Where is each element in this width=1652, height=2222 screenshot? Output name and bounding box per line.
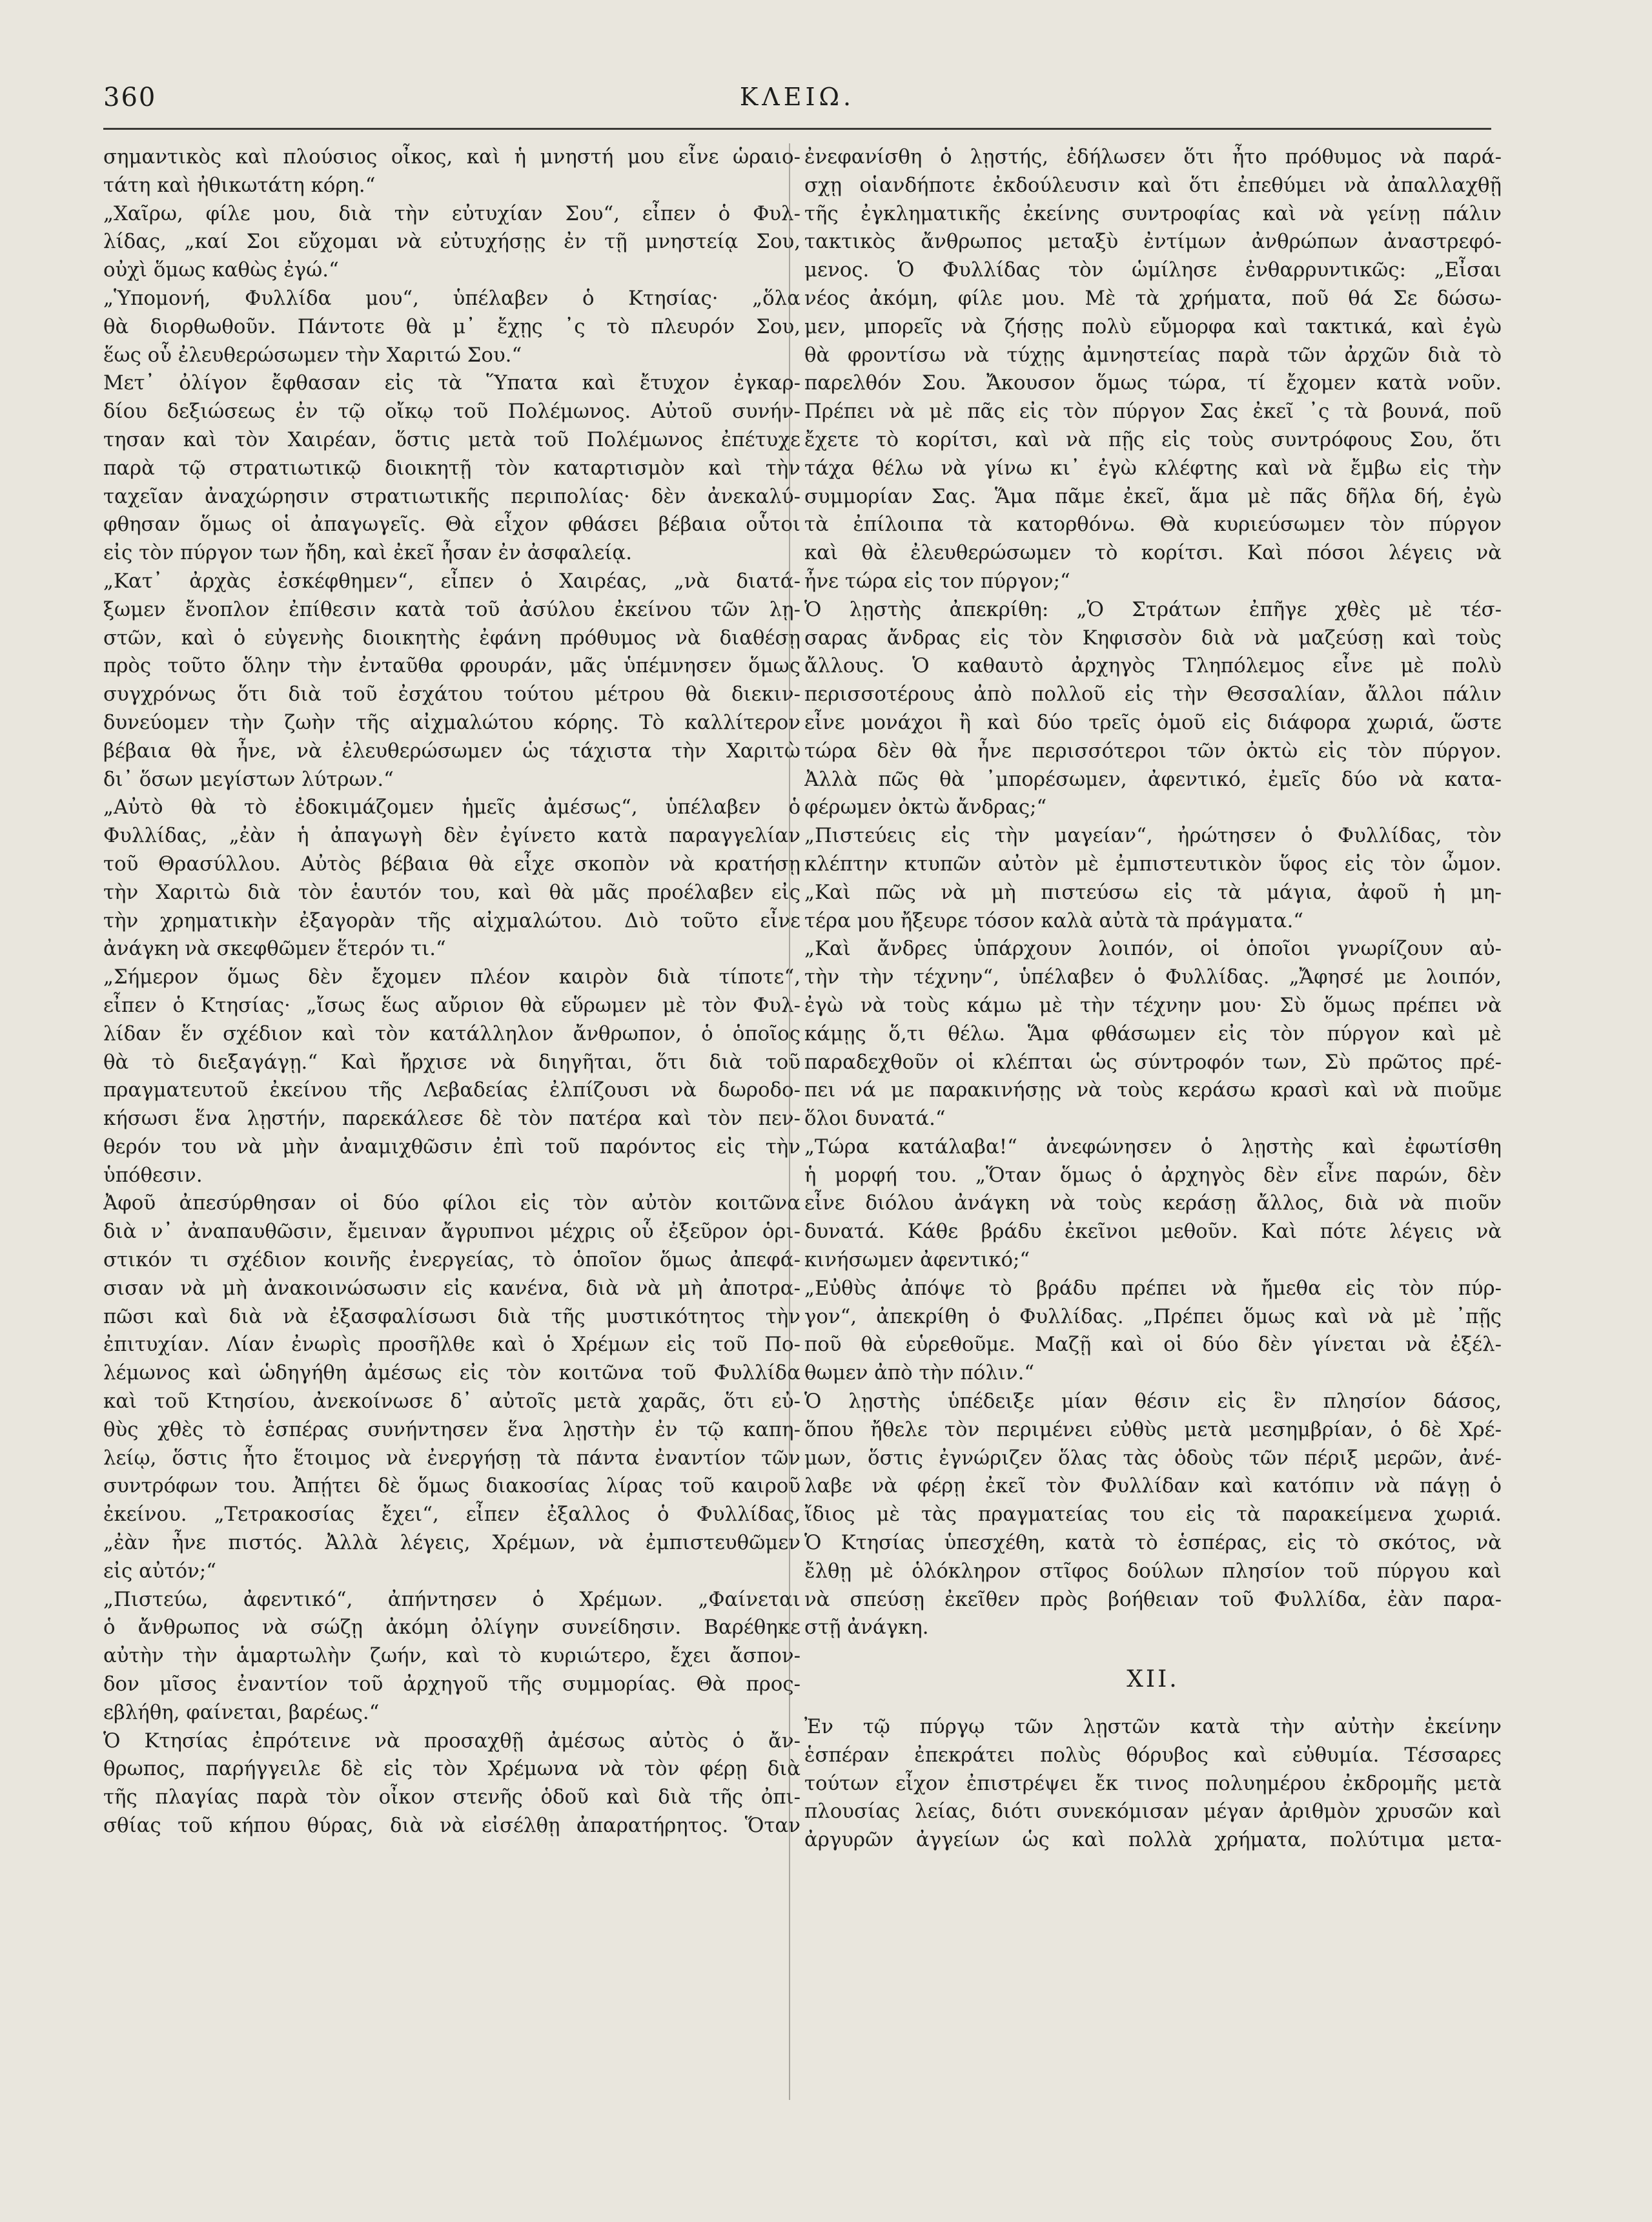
- text-line: ὑπόθεσιν.: [103, 1163, 203, 1187]
- text-line: ἴδιος μὲ τὰς πραγματείας του εἰς τὰ παρακείμενα χωριά.: [804, 1503, 1502, 1527]
- text-line: Ὁ λῃστὴς ὑπέδειξε μίαν θέσιν εἰς ἓν πλησίον δάσος,: [804, 1390, 1502, 1414]
- text-line: νὰ σπεύσῃ ἐκεῖθεν πρὸς βοήθειαν τοῦ Φυλλίδα, ἐὰν παρα-: [804, 1587, 1502, 1611]
- page-number: 360: [103, 83, 157, 112]
- text-line: Φυλλίδας, „ἐὰν ἡ ἀπαγωγὴ δὲν ἐγίνετο κατὰ παραγγελίαν: [103, 824, 801, 848]
- text-line: λίδας, „καί Σοι εὔχομαι νὰ εὐτυχήσῃς ἐν τῇ μνηστείᾳ Σου,: [103, 230, 801, 254]
- text-line: θερόν του νὰ μὴν ἀναμιχθῶσιν ἐπὶ τοῦ παρόντος εἰς τὴν: [103, 1135, 801, 1158]
- text-line: ὁ ἄνθρωπος νὰ σώζῃ ἀκόμη ὀλίγην συνείδησιν. Βαρέθηκε: [103, 1616, 801, 1640]
- text-line: δίου δεξιώσεως ἐν τῷ οἴκῳ τοῦ Πολέμωνος. Αὐτοῦ συνήν-: [103, 400, 801, 424]
- text-line: κλέπτην κτυπῶν αὐτὸν μὲ ἐμπιστευτικὸν ὕφος εἰς τὸν ὦμον.: [804, 852, 1502, 876]
- text-line: πρὸς τοῦτο ὅλην τὴν ἐνταῦθα φρουράν, μᾶς ὑπέμνησεν ὅμως: [103, 654, 801, 678]
- text-line: καὶ τοῦ Κτησίου, ἀνεκοίνωσε δ᾿ αὐτοῖς μετὰ χαρᾶς, ὅτι εὐ-: [103, 1390, 801, 1414]
- text-line: ἀνάγκη νὰ σκεφθῶμεν ἕτερόν τι.“: [103, 937, 446, 961]
- text-line: „Καὶ πῶς νὰ μὴ πιστεύσω εἰς τὰ μάγια, ἀφοῦ ἡ μη-: [804, 880, 1502, 904]
- text-line: βέβαια θὰ ἦνε, νὰ ἐλευθερώσωμεν ὡς τάχιστα τὴν Χαριτὼ: [103, 739, 801, 763]
- text-line: τούτων εἶχον ἐπιστρέψει ἔκ τινος πολυημέρου ἐκδρομῆς μετὰ: [804, 1771, 1502, 1795]
- text-line: συντρόφων του. Ἀπῄτει δὲ ὅμως διακοσίας λίρας τοῦ καιροῦ: [103, 1474, 801, 1498]
- text-line: τῆς ἐγκληματικῆς ἐκείνης συντροφίας καὶ νὰ γείνῃ πάλιν: [804, 201, 1502, 225]
- text-line: ἡ μορφή του. „Ὅταν ὅμως ὁ ἀρχηγὸς δὲν εἶνε παρών, δὲν: [804, 1163, 1502, 1187]
- text-line: πλουσίας λείας, διότι συνεκόμισαν μέγαν ἀριθμὸν χρυσῶν καὶ: [804, 1800, 1502, 1824]
- text-line: Ἐν τῷ πύργῳ τῶν λῃστῶν κατὰ τὴν αὐτὴν ἐκείνην: [804, 1715, 1502, 1739]
- text-line: Ἀφοῦ ἀπεσύρθησαν οἱ δύο φίλοι εἰς τὸν αὐτὸν κοιτῶνα: [103, 1191, 801, 1215]
- text-line: θὰ διορθωθοῦν. Πάντοτε θὰ μ᾿ ἔχῃς ᾿ς τὸ πλευρόν Σου,: [103, 314, 801, 338]
- text-line: εἶνε διόλου ἀνάγκη νὰ τοὺς κεράσῃ ἄλλος, διὰ νὰ πιοῦν: [804, 1191, 1502, 1215]
- text-line: λίδαν ἕν σχέδιον καὶ τὸν κατάλληλον ἄνθρωπον, ὁ ὁποῖος: [103, 1022, 801, 1045]
- text-line: „Αὐτὸ θὰ τὸ ἐδοκιμάζομεν ἡμεῖς ἀμέσως“, ὑπέλαβεν ὁ: [103, 796, 801, 819]
- text-line: ὅλοι δυνατά.“: [804, 1107, 946, 1131]
- page-header: [103, 83, 1491, 128]
- text-line: „Πιστεύω, ἀφεντικό“, ἀπήντησεν ὁ Χρέμων. „Φαίνεται: [103, 1587, 801, 1611]
- text-line: εἰς τὸν πύργον των ἤδη, καὶ ἐκεῖ ἦσαν ἐν ἀσφαλείᾳ.: [103, 541, 633, 565]
- text-line: σισαν νὰ μὴ ἀνακοινώσωσιν εἰς κανένα, διὰ νὰ μὴ ἀποτρα-: [103, 1276, 801, 1300]
- text-line: ἕως οὗ ἐλευθερώσωμεν τὴν Χαριτώ Σου.“: [103, 343, 522, 367]
- text-line: τησαν καὶ τὸν Χαιρέαν, ὅστις μετὰ τοῦ Πολέμωνος ἐπέτυχε: [103, 427, 801, 451]
- text-line: Πρέπει νὰ μὲ πᾶς εἰς τὸν πύργον Σας ἐκεῖ ᾿ς τὰ βουνά, ποῦ: [804, 400, 1502, 424]
- text-line: ἑσπέραν ἐπεκράτει πολὺς θόρυβος καὶ εὐθυμία. Τέσσαρες: [804, 1743, 1502, 1767]
- text-line: ταχεῖαν ἀναχώρησιν στρατιωτικῆς περιπολίας· δὲν ἀνεκαλύ-: [103, 484, 801, 508]
- text-line: νέος ἀκόμη, φίλε μου. Μὲ τὰ χρήματα, ποῦ θά Σε δώσω-: [804, 286, 1502, 310]
- text-line: ὅπου ἤθελε τὸν περιμένει εὐθὺς μετὰ μεσημβρίαν, ὁ δὲ Χρέ-: [804, 1417, 1502, 1441]
- text-line: τῆς πλαγίας παρὰ τὸν οἶκον στενῆς ὁδοῦ καὶ διὰ τῆς ὀπι-: [103, 1785, 801, 1809]
- text-line: „Καὶ ἄνδρες ὑπάρχουν λοιπόν, οἱ ὁποῖοι γνωρίζουν αὐ-: [804, 937, 1502, 961]
- text-line: γον“, ἀπεκρίθη ὁ Φυλλίδας. „Πρέπει ὅμως καὶ νὰ μὲ ᾿πῇς: [804, 1304, 1502, 1328]
- text-line: πῶσι καὶ διὰ νὰ ἐξασφαλίσωσι διὰ τῆς μυστικότητος τὴν: [103, 1304, 801, 1328]
- section-heading: XII.: [1127, 1666, 1179, 1693]
- text-line: συγχρόνως ὅτι διὰ τοῦ ἐσχάτου τούτου μέτρου θὰ διεκιν-: [103, 683, 801, 706]
- text-line: λαβε νὰ φέρῃ ἐκεῖ τὸν Φυλλίδαν καὶ κατόπιν νὰ πάγῃ ὁ: [804, 1474, 1502, 1498]
- text-line: τὴν τὴν τέχνην“, ὑπέλαβεν ὁ Φυλλίδας. „Ἄφησέ με λοιπόν,: [804, 965, 1502, 989]
- text-line: περισσοτέρους ἀπὸ πολλοῦ εἰς τὴν Θεσσαλίαν, ἄλλοι πάλιν: [804, 683, 1502, 706]
- text-line: εἶπεν ὁ Κτησίας· „ἴσως ἕως αὔριον θὰ εὕρωμεν μὲ τὸν Φυλ-: [103, 993, 801, 1017]
- text-line: τακτικὸς ἄνθρωπος μεταξὺ ἐντίμων ἀνθρώπων ἀναστρεφό-: [804, 230, 1502, 254]
- text-line: θωμεν ἀπὸ τὴν πόλιν.“: [804, 1361, 1035, 1385]
- text-line: „Κατ᾿ ἀρχὰς ἐσκέφθημεν“, εἶπεν ὁ Χαιρέας, „νὰ διατά-: [103, 569, 801, 593]
- text-line: πραγματευτοῦ ἐκείνου τῆς Λεβαδείας ἐλπίζουσι νὰ δωροδο-: [103, 1078, 801, 1102]
- text-line: „Τώρα κατάλαβα!“ ἀνεφώνησεν ὁ λῃστὴς καὶ ἐφωτίσθη: [804, 1135, 1502, 1158]
- text-line: μενος. Ὁ Φυλλίδας τὸν ὡμίλησε ἐνθαρρυντικῶς: „Εἶσαι: [804, 258, 1502, 282]
- text-line: θὰ τὸ διεξαγάγῃ.“ Καὶ ἤρχισε νὰ διηγῆται, ὅτι διὰ τοῦ: [103, 1050, 801, 1074]
- text-line: παρὰ τῷ στρατιωτικῷ διοικητῇ τὸν καταρτισμὸν καὶ τὴν: [103, 456, 801, 480]
- text-line: λέμωνος καὶ ὡδηγήθη ἀμέσως εἰς τὸν κοιτῶνα τοῦ Φυλλίδα: [103, 1361, 801, 1385]
- text-line: εβλήθη, φαίνεται, βαρέως.“: [103, 1700, 380, 1724]
- text-line: εἶνε μονάχοι ἢ καὶ δύο τρεῖς ὁμοῦ εἰς διάφορα χωριά, ὥστε: [804, 710, 1502, 734]
- header-rule: [103, 128, 1491, 130]
- text-line: σημαντικὸς καὶ πλούσιος οἶκος, καὶ ἡ μνηστή μου εἶνε ὡραιο-: [103, 145, 801, 169]
- text-line: τώρα δὲν θὰ ἦνε περισσότεροι τῶν ὀκτὼ εἰς τὸν πύργον.: [804, 739, 1502, 763]
- text-line: ἦνε τώρα εἰς τον πύργον;“: [804, 569, 1070, 593]
- text-line: εἰς αὐτόν;“: [103, 1559, 217, 1583]
- text-line: Ὁ λῃστὴς ἀπεκρίθη: „Ὁ Στράτων ἐπῆγε χθὲς μὲ τέσ-: [804, 597, 1502, 621]
- text-line: μεν, μπορεῖς νὰ ζήσῃς πολὺ εὔμορφα καὶ τακτικά, καὶ ἐγὼ: [804, 314, 1502, 338]
- text-line: δον μῖσος ἐναντίον τοῦ ἀρχηγοῦ τῆς συμμορίας. Θὰ προς-: [103, 1672, 801, 1696]
- text-line: στικόν τι σχέδιον κοινῆς ἐνεργείας, τὸ ὁποῖον ὅμως ἀπεφά-: [103, 1248, 801, 1272]
- text-line: Ὁ Κτησίας ἐπρότεινε νὰ προσαχθῇ ἀμέσως αὐτὸς ὁ ἄν-: [103, 1729, 801, 1753]
- text-line: „Πιστεύεις εἰς τὴν μαγείαν“, ἠρώτησεν ὁ Φυλλίδας, τὸν: [804, 824, 1502, 848]
- text-line: φθησαν ὅμως οἱ ἀπαγωγεῖς. Θὰ εἶχον φθάσει βέβαια οὗτοι: [103, 513, 801, 537]
- text-line: δι᾿ ὅσων μεγίστων λύτρων.“: [103, 767, 394, 791]
- text-line: μων, ὅστις ἐγνώριζεν ὅλας τὰς ὁδοὺς τῶν πέριξ μερῶν, ἀνέ-: [804, 1446, 1502, 1470]
- right-column: [804, 143, 1502, 1855]
- text-line: θὰ φροντίσω νὰ τύχῃς ἀμνηστείας παρὰ τῶν ἀρχῶν διὰ τὸ: [804, 343, 1502, 367]
- left-column: [103, 143, 801, 1840]
- text-line: οὐχὶ ὅμως καθὼς ἐγώ.“: [103, 258, 339, 282]
- text-line: ἀργυρῶν ἀγγείων ὡς καὶ πολλὰ χρήματα, πολύτιμα μετα-: [804, 1828, 1502, 1852]
- text-line: κήσωσι ἕνα λῃστήν, παρεκάλεσε δὲ τὸν πατέρα καὶ τὸν πεν-: [103, 1107, 801, 1131]
- text-line: σθίας τοῦ κήπου θύρας, διὰ νὰ εἰσέλθῃ ἀπαρατήρητος. Ὅταν: [103, 1814, 801, 1838]
- text-line: „Ὑπομονή, Φυλλίδα μου“, ὑπέλαβεν ὁ Κτησίας· „ὅλα: [103, 286, 801, 310]
- text-line: τέρα μου ἤξευρε τόσον καλὰ αὐτὰ τὰ πράγματα.“: [804, 909, 1303, 932]
- text-line: „Χαῖρω, φίλε μου, διὰ τὴν εὐτυχίαν Σου“, εἶπεν ὁ Φυλ-: [103, 201, 801, 225]
- text-line: κινήσωμεν ἀφεντικό;“: [804, 1248, 1030, 1272]
- text-line: στῶν, καὶ ὁ εὐγενὴς διοικητὴς ἐφάνη πρόθυμος νὰ διαθέσῃ: [103, 626, 801, 650]
- running-title: ΚΛΕΙΩ.: [739, 83, 855, 111]
- text-line: διὰ ν᾿ ἀναπαυθῶσιν, ἔμειναν ἄγρυπνοι μέχρις οὗ ἐξεῦρον ὁρι-: [103, 1220, 801, 1244]
- text-line: ἔχετε τὸ κορίτσι, καὶ νὰ πῇς εἰς τοὺς συντρόφους Σου, ὅτι: [804, 427, 1502, 451]
- text-line: κάμῃς ὅ,τι θέλω. Ἅμα φθάσωμεν εἰς τὸν πύργον καὶ μὲ: [804, 1022, 1502, 1045]
- text-line: τοῦ Θρασύλλου. Αὐτὸς βέβαια θὰ εἶχε σκοπὸν νὰ κρατήσῃ: [103, 852, 801, 876]
- text-line: παραδεχθοῦν οἱ κλέπται ὡς σύντροφόν των, Σὺ πρῶτος πρέ-: [804, 1050, 1502, 1074]
- text-line: Ὁ Κτησίας ὑπεσχέθη, κατὰ τὸ ἑσπέρας, εἰς τὸ σκότος, νὰ: [804, 1531, 1502, 1555]
- text-line: στῇ ἀνάγκη.: [804, 1616, 929, 1640]
- text-line: σαρας ἄνδρας εἰς τὸν Κηφισσὸν διὰ νὰ μαζεύσῃ καὶ τοὺς: [804, 626, 1502, 650]
- text-line: ἐκείνου. „Τετρακοσίας ἔχει“, εἶπεν ἐξαλλος ὁ Φυλλίδας,: [103, 1503, 801, 1527]
- text-line: „Σήμερον ὅμως δὲν ἔχομεν πλέον καιρὸν διὰ τίποτε“,: [103, 965, 801, 989]
- text-line: Ἀλλὰ πῶς θὰ ᾿μπορέσωμεν, ἀφεντικό, ἐμεῖς δύο νὰ κατα-: [804, 767, 1502, 791]
- text-line: τὴν Χαριτὼ διὰ τὸν ἑαυτόν του, καὶ θὰ μᾶς προέλαβεν εἰς: [103, 880, 801, 904]
- text-line: παρελθόν Σου. Ἄκουσον ὅμως τώρα, τί ἔχομεν κατὰ νοῦν.: [804, 371, 1502, 395]
- text-line: τὰ ἐπίλοιπα τὰ κατορθόνω. Θὰ κυριεύσωμεν τὸν πύργον: [804, 513, 1502, 537]
- text-line: Μετ᾿ ὀλίγον ἔφθασαν εἰς τὰ Ὕπατα καὶ ἔτυχον ἐγκαρ-: [103, 371, 801, 395]
- text-line: καὶ θὰ ἐλευθερώσωμεν τὸ κορίτσι. Καὶ πόσοι λέγεις νὰ: [804, 541, 1502, 565]
- column-divider: [789, 143, 790, 2100]
- text-line: συμμορίαν Σας. Ἅμα πᾶμε ἐκεῖ, ἅμα μὲ πᾶς δῆλα δή, ἐγὼ: [804, 484, 1502, 508]
- text-line: θὺς χθὲς τὸ ἑσπέρας συνήντησεν ἕνα λῃστὴν ἐν τῷ καπη-: [103, 1417, 801, 1441]
- text-line: ἐγὼ νὰ τοὺς κάμω μὲ τὴν τέχνην μου· Σὺ ὅμως πρέπει νὰ: [804, 993, 1502, 1017]
- text-line: δυνεύομεν τὴν ζωὴν τῆς αἰχμαλώτου κόρης. Τὸ καλλίτερον: [103, 710, 801, 734]
- text-line: ποῦ θὰ εὑρεθοῦμε. Μαζῇ καὶ οἱ δύο δὲν γίνεται νὰ ἐξέλ-: [804, 1333, 1502, 1357]
- text-line: ἔλθῃ μὲ ὁλόκληρον στῖφος δούλων πλησίον τοῦ πύργου καὶ: [804, 1559, 1502, 1583]
- text-line: τάτη καὶ ἠθικωτάτη κόρη.“: [103, 173, 376, 197]
- text-line: φέρωμεν ὀκτὼ ἄνδρας;“: [804, 796, 1047, 819]
- text-line: σχῃ οἱανδήποτε ἐκδούλευσιν καὶ ὅτι ἐπεθύμει νὰ ἀπαλλαχθῇ: [804, 173, 1502, 197]
- text-line: τάχα θέλω νὰ γίνω κι᾿ ἐγὼ κλέφτης καὶ νὰ ἔμβω εἰς τὴν: [804, 456, 1502, 480]
- text-line: λείῳ, ὅστις ἦτο ἕτοιμος νὰ ἐνεργήσῃ τὰ πάντα ἐναντίον τῶν: [103, 1446, 801, 1470]
- text-line: „Εὐθὺς ἀπόψε τὸ βράδυ πρέπει νὰ ἤμεθα εἰς τὸν πύρ-: [804, 1276, 1502, 1300]
- text-line: δυνατά. Κάθε βράδυ ἐκεῖνοι μεθοῦν. Καὶ πότε λέγεις νὰ: [804, 1220, 1502, 1244]
- text-line: ἐπιτυχίαν. Λίαν ἐνωρὶς προσῆλθε καὶ ὁ Χρέμων εἰς τοῦ Πο-: [103, 1333, 801, 1357]
- text-line: „ἐὰν ἦνε πιστός. Ἀλλὰ λέγεις, Χρέμων, νὰ ἐμπιστευθῶμεν: [103, 1531, 801, 1555]
- text-line: ξωμεν ἔνοπλον ἐπίθεσιν κατὰ τοῦ ἀσύλου ἐκείνου τῶν λῃ-: [103, 597, 801, 621]
- text-line: τὴν χρηματικὴν ἐξαγορὰν τῆς αἰχμαλώτου. Διὸ τοῦτο εἶνε: [103, 909, 801, 932]
- text-line: αὐτὴν τὴν ἁμαρτωλὴν ζωήν, καὶ τὸ κυριώτερο, ἔχει ἄσπον-: [103, 1644, 801, 1668]
- text-line: πει νά με παρακινήσῃς νὰ τοὺς κεράσω κρασὶ καὶ νὰ πιοῦμε: [804, 1078, 1502, 1102]
- text-line: θρωπος, παρήγγειλε δὲ εἰς τὸν Χρέμωνα νὰ τὸν φέρῃ διὰ: [103, 1757, 801, 1781]
- text-line: ἄλλους. Ὁ καθαυτὸ ἀρχηγὸς Τληπόλεμος εἶνε μὲ πολὺ: [804, 654, 1502, 678]
- text-line: ἐνεφανίσθη ὁ λῃστής, ἐδήλωσεν ὅτι ἦτο πρόθυμος νὰ παρά-: [804, 145, 1502, 169]
